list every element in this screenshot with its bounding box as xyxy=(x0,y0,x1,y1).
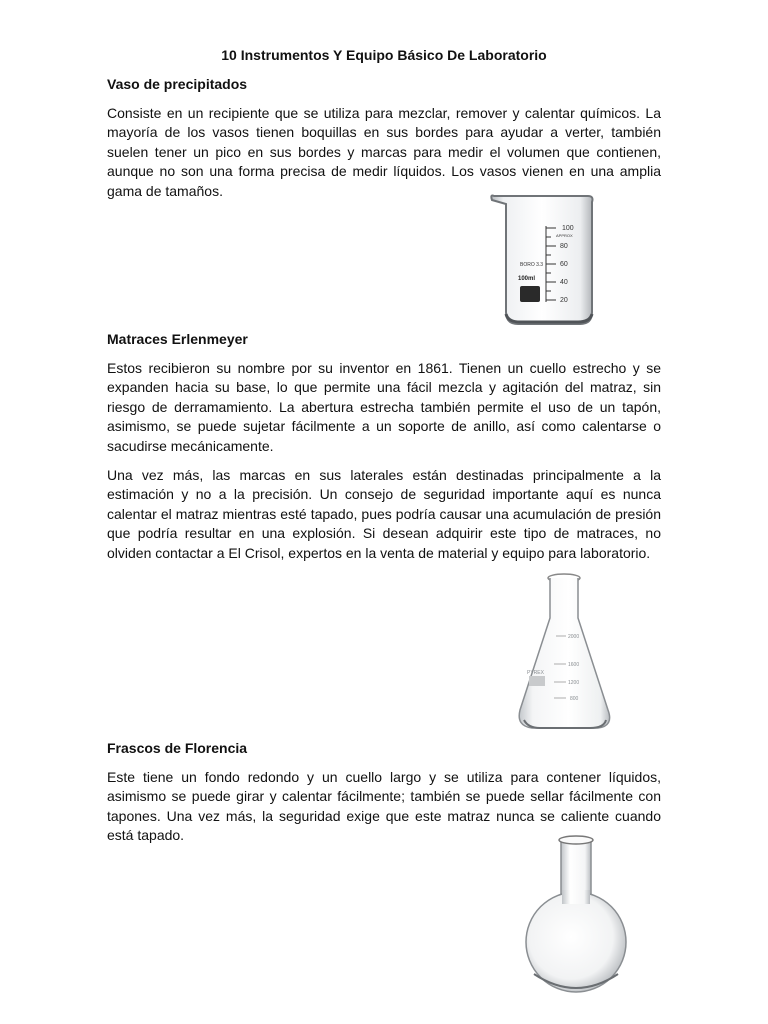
flask-mark-800: 800 xyxy=(570,696,579,702)
section-heading-florence: Frascos de Florencia xyxy=(107,740,248,756)
section-heading-erlenmeyer: Matraces Erlenmeyer xyxy=(107,331,248,347)
beaker-mark-100: 100 xyxy=(562,225,574,232)
beaker-mark-20: 20 xyxy=(560,297,568,304)
beaker-brand-label: BORO 3.3 xyxy=(520,262,544,268)
flask-mark-2000: 2000 xyxy=(568,634,580,640)
beaker-mark-60: 60 xyxy=(560,261,568,268)
page-title: 10 Instrumentos Y Equipo Básico De Laboratorio xyxy=(221,47,547,63)
flask-mark-1600: 1600 xyxy=(568,662,580,668)
beaker-icon xyxy=(488,190,600,330)
section-heading-beaker: Vaso de precipitados xyxy=(107,76,248,92)
flask-brand-label: PYREX xyxy=(527,670,544,676)
beaker-mark-80: 80 xyxy=(560,243,568,250)
paragraph-florence: Este tiene un fondo redondo y un cuello largo y se utiliza para contener líquidos, asimismo se puede girar y calentar fácilmente; también se puede sellar fácilmente con tapones. Una vez más, la seguridad exige que este matraz nunca se caliente cuando está tapado. xyxy=(107,769,661,844)
florence-flask-icon xyxy=(494,834,662,996)
beaker-approx-label: APPROX xyxy=(556,233,573,238)
flask-mark-1200: 1200 xyxy=(568,680,580,686)
erlenmeyer-flask-icon xyxy=(510,570,620,736)
paragraph-erlenmeyer-2: Una vez más, las marcas en sus laterales están destinadas principalmente a la estimación y no a la precisión. Un consejo de seguridad importante aquí es nunca calentar el matraz mientras esté tapado, pues podría causar una acumulación de presión que podría resultar en una explosión. Si desean adquirir este tipo de matraces, no olviden contactar a El Crisol, expertos en la venta de material y equipo para laboratorio. xyxy=(107,467,661,561)
paragraph-beaker: Consiste en un recipiente que se utiliza para mezclar, remover y calentar químicos. La mayoría de los vasos tienen boquillas en sus bordes para ayudar a verter, también suelen tener un pico en sus bordes y marcas para medir el volumen que contienen, aunque no son una forma precisa de medir líquidos. Los vasos vienen en una amplia gama de tamaños. xyxy=(107,105,661,199)
paragraph-erlenmeyer-1: Estos recibieron su nombre por su inventor en 1861. Tienen un cuello estrecho y se expanden hacia su base, lo que permite una fácil mezcla y agitación del matraz, sin riesgo de derramamiento. La abertura estrecha también permite el uso de un tapón, asimismo, se puede sujetar fácilmente a un soporte de anillo, así como calentarse o sacudirse mecánicamente. xyxy=(107,360,661,454)
beaker-volume-label: 100ml xyxy=(518,276,536,282)
beaker-mark-40: 40 xyxy=(560,279,568,286)
